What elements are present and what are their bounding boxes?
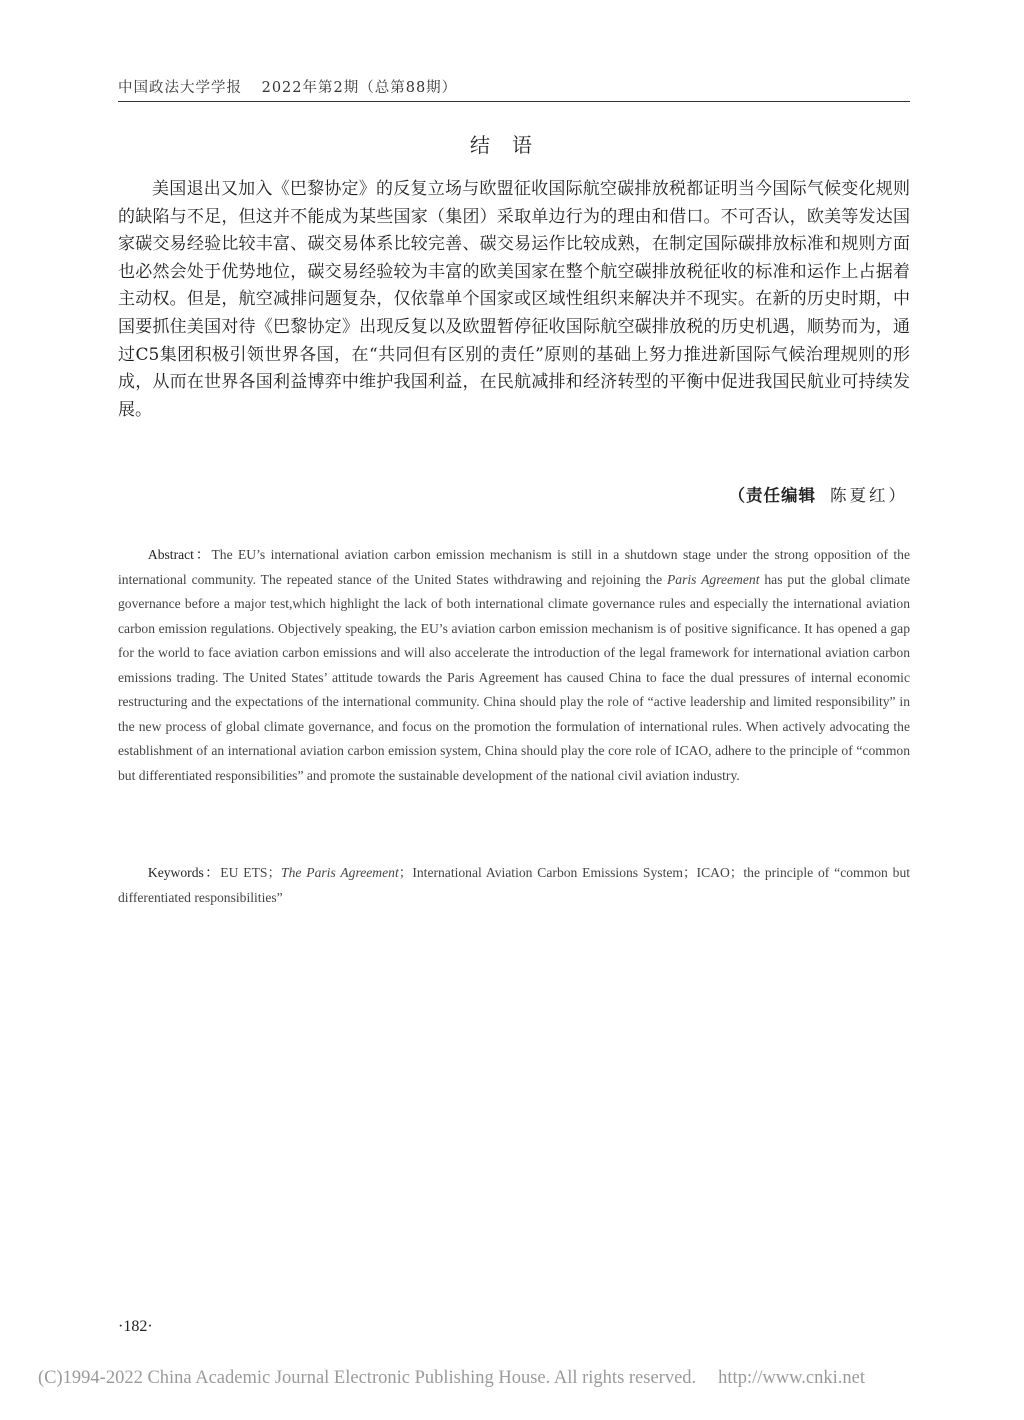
keywords-text-1: EU ETS； bbox=[220, 865, 282, 880]
copyright-footer bbox=[38, 1368, 865, 1389]
keywords-italic-title: The Paris Agreement bbox=[281, 865, 399, 880]
english-keywords bbox=[118, 861, 910, 910]
keywords-label: Keywords： bbox=[147, 865, 221, 880]
abstract-italic-title: Paris Agreement bbox=[667, 571, 760, 587]
editor-label: （责任编辑 bbox=[728, 486, 816, 505]
abstract-text-2: has put the global climate governance before a major test,which highlight the lack of both international climate governance rules and especially the international aviation carbon emission regulations. Objectively speaking, the EU’s aviation carbon emission mechanism is of positive significance. It has opened a gap for the world to face aviation carbon emissions and will also accelerate the introduction of the legal framework for international aviation carbon emissions trading. The United States’ attitude towards the Paris Agreement has caused China to face the dual pressures of internal economic restructuring and the expectations of the international community. China should play the role of “active leadership and limited responsibility” in the new process of global climate governance, and focus on the promotion the formulation of international rules. When actively advocating the establishment of an international aviation carbon emission system, China should play the core role of ICAO, adhere to the principle of “common but differentiated responsibilities” and promote the sustainable development of the national civil aviation industry. bbox=[118, 571, 911, 783]
issue-info: 2022年第2期（总第88期） bbox=[261, 80, 458, 96]
section-title: 结语 bbox=[470, 133, 554, 157]
abstract-label: Abstract： bbox=[147, 547, 212, 562]
copyright-text: (C)1994-2022 China Academic Journal Electronic Publishing House. All rights reserved. bbox=[38, 1368, 697, 1388]
conclusion-paragraph: 美国退出又加入《巴黎协定》的反复立场与欧盟征收国际航空碳排放税都证明当今国际气候变化规则的缺陷与不足，但这并不能成为某些国家（集团）采取单边行为的理由和借口。不可否认，欧美等发达国家碳交易经验比较丰富、碳交易体系比较完善、碳交易运作比较成熟，在制定国际碳排放标准和规则方面也必然会处于优势地位，碳交易经验较为丰富的欧美国家在整个航空碳排放税征收的标准和运作上占据着主动权。但是，航空减排问题复杂，仅依靠单个国家或区域性组织来解决并不现实。在新的历史时期，中国要抓住美国对待《巴黎协定》出现反复以及欧盟暂停征收国际航空碳排放税的历史机遇，顺势而为，通过C5集团积极引领世界各国，在“共同但有区别的责任”原则的基础上努力推进新国际气候治理规则的形成，从而在世界各国利益博弈中维护我国利益，在民航减排和经济转型的平衡中促进我国民航业可持续发展。 bbox=[118, 179, 910, 420]
editor-name: 陈夏红） bbox=[830, 486, 908, 505]
cnki-url: http://www.cnki.net bbox=[718, 1368, 865, 1388]
journal-name: 中国政法大学学报 bbox=[118, 80, 242, 96]
keywords-text-2: ；International Aviation Carbon Emissions System；ICAO；the principle of “common but differentiated responsibilities” bbox=[118, 865, 911, 905]
page-number: ·182· bbox=[118, 1318, 153, 1335]
abstract-text-1: The EU’s international aviation carbon emission mechanism is still in a shutdown stage under the strong opposition of the international community. The repeated stance of the United States withdrawing and rejoining the bbox=[118, 547, 910, 587]
english-abstract bbox=[118, 543, 910, 788]
header-rule bbox=[118, 101, 910, 102]
running-header bbox=[118, 76, 908, 97]
responsible-editor bbox=[729, 482, 909, 506]
